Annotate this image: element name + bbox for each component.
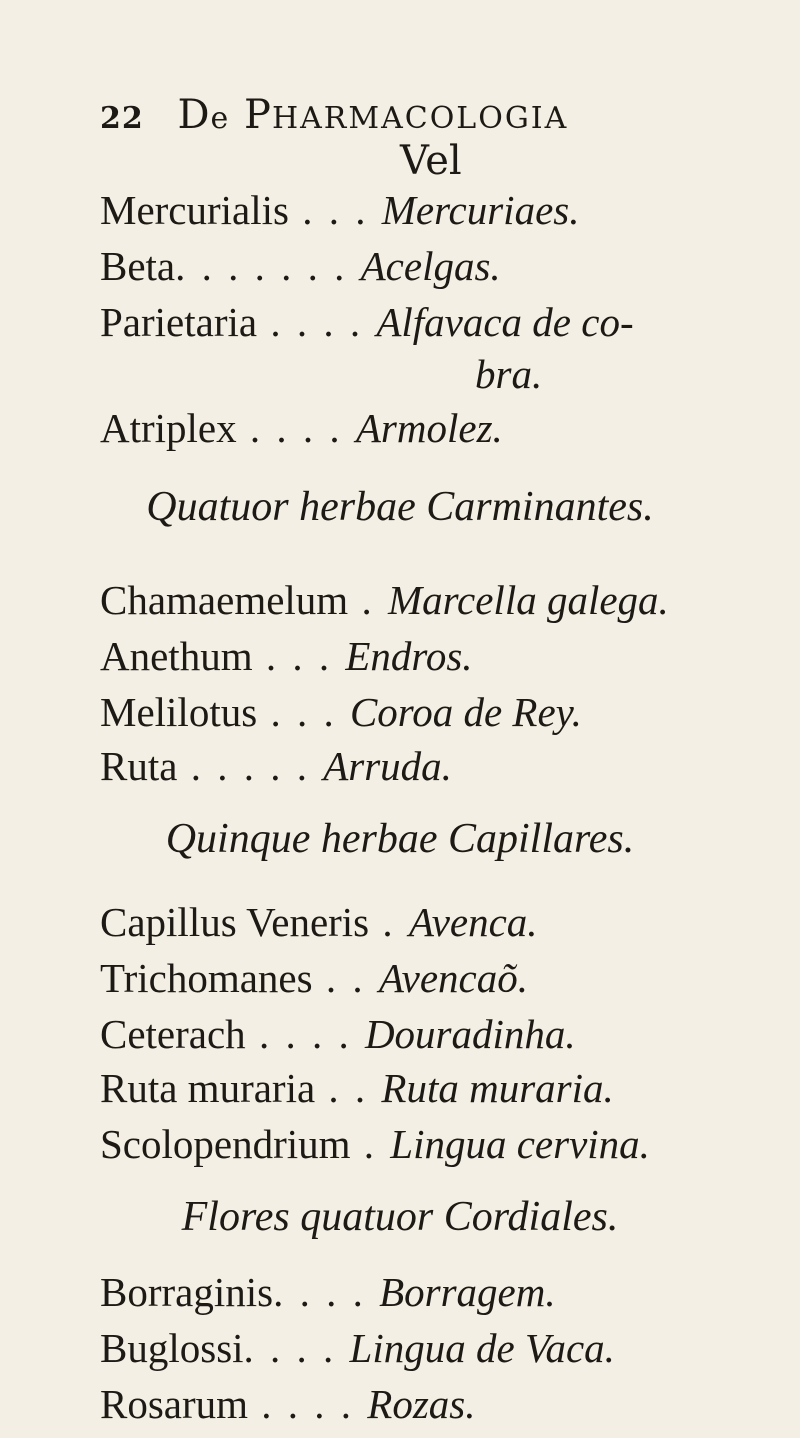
entry-row: [100, 955, 780, 1001]
latin-name: Beta: [100, 243, 176, 289]
entry-row: [100, 899, 780, 945]
entry-row: [100, 1065, 780, 1111]
vel-label: Vel: [400, 138, 462, 184]
vernacular-name: Armolez.: [355, 405, 503, 451]
running-header: [100, 92, 740, 138]
leader-dots: . . . .: [257, 299, 377, 345]
header-title-word2-initial: P: [244, 92, 272, 138]
entry-row: [100, 243, 780, 289]
leader-dots: .: [348, 577, 388, 623]
entry-row: [100, 1011, 780, 1057]
entry-row: [100, 299, 780, 345]
entry-row: [100, 577, 780, 623]
vernacular-name: Avencaõ.: [378, 955, 528, 1001]
entry-row: [100, 1269, 780, 1315]
vernacular-name: Rozas.: [367, 1381, 476, 1427]
latin-name: Melilotus: [100, 689, 258, 735]
header-title-word1-initial: D: [177, 92, 211, 138]
vernacular-name: Acelgas.: [360, 243, 501, 289]
leader-dots: . . .: [252, 633, 346, 679]
vernacular-name: Lingua cervina.: [390, 1121, 650, 1167]
leader-dots: .: [350, 1121, 391, 1167]
entry-row: [100, 689, 780, 735]
header-title-word2-rest: HARMACOLOGIA: [271, 101, 569, 136]
latin-name: Scolopendrium: [100, 1121, 351, 1167]
latin-name: Buglossi: [100, 1325, 244, 1371]
latin-name: Capillus Veneris: [100, 899, 370, 945]
latin-name: Ruta muraria: [100, 1065, 316, 1111]
vernacular-name: Avenca.: [408, 899, 538, 945]
entry-row: [100, 633, 780, 679]
leader-dots: . . . .: [236, 405, 356, 451]
vernacular-name: Alfavaca de co-: [376, 299, 634, 345]
section-heading: Flores quatuor Cordiales.: [181, 1194, 619, 1240]
leader-dots: . . . .: [273, 1269, 380, 1315]
latin-name: Anethum: [100, 633, 253, 679]
entry-row-continuation: [475, 351, 800, 397]
vernacular-name: Endros.: [345, 633, 473, 679]
leader-dots: . . . .: [243, 1325, 350, 1371]
latin-name: Mercurialis: [100, 187, 289, 233]
vernacular-name: Coroa de Rey.: [349, 689, 582, 735]
entry-row: [100, 405, 780, 451]
latin-name: Parietaria: [100, 299, 258, 345]
latin-name: Rosarum: [100, 1381, 249, 1427]
vernacular-name: Marcella galega.: [387, 577, 669, 623]
entry-row: [100, 1381, 780, 1427]
latin-name: Atriplex: [100, 405, 237, 451]
page-number: 22: [100, 101, 144, 136]
leader-dots: .: [369, 899, 409, 945]
leader-dots: . . .: [257, 689, 350, 735]
latin-name: Chamaemelum: [100, 577, 349, 623]
entry-row: [100, 187, 780, 233]
leader-dots: . .: [315, 1065, 382, 1111]
vernacular-name: Ruta muraria.: [381, 1065, 614, 1111]
leader-dots: . . . . . . .: [175, 243, 361, 289]
vernacular-name: Borragem.: [379, 1269, 556, 1315]
entry-row: [100, 1121, 780, 1167]
latin-name: Ruta: [100, 743, 178, 789]
vernacular-name: bra.: [475, 351, 543, 397]
header-title-word1-rest: e: [210, 101, 231, 136]
leader-dots: . . . .: [248, 1381, 368, 1427]
latin-name: Trichomanes: [100, 955, 313, 1001]
vernacular-name: Mercuriaes.: [381, 187, 580, 233]
entry-row: [100, 743, 780, 789]
latin-name: Ceterach: [100, 1011, 246, 1057]
section-heading: Quatuor herbae Carminantes.: [146, 484, 654, 530]
latin-name: Borraginis: [100, 1269, 274, 1315]
vernacular-name: Lingua de Vaca.: [349, 1325, 615, 1371]
leader-dots: . .: [312, 955, 379, 1001]
leader-dots: . . . .: [245, 1011, 365, 1057]
leader-dots: . . .: [288, 187, 382, 233]
section-heading: Quinque herbae Capillares.: [165, 816, 635, 862]
leader-dots: . . . . .: [177, 743, 324, 789]
entry-row: [100, 1325, 780, 1371]
vernacular-name: Douradinha.: [364, 1011, 576, 1057]
vernacular-name: Arruda.: [323, 743, 452, 789]
